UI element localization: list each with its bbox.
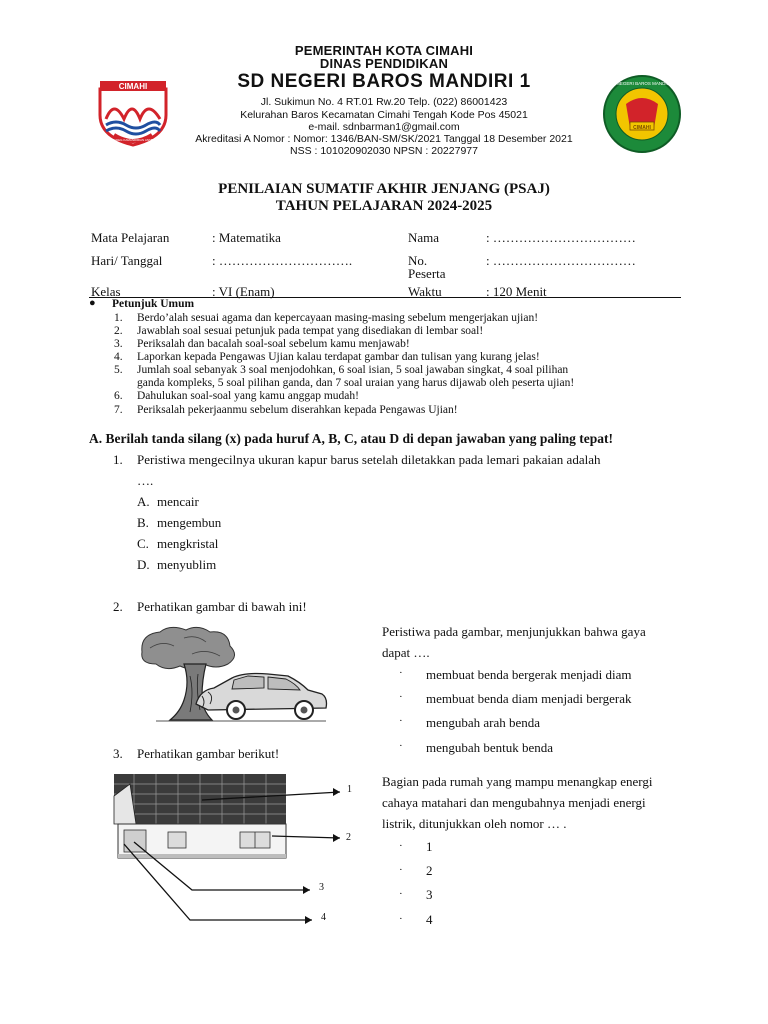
option-text[interactable]: menyublim: [157, 557, 217, 572]
question-text: Peristiwa mengecilnya ukuran kapur barus setelah diletakkan pada lemari pakaian adalah: [137, 452, 601, 467]
instruction-text: Dahulukan soal-soal yang kamu anggap mudah!: [137, 390, 359, 402]
time-label: Waktu: [408, 284, 442, 299]
instruction-number: 7.: [114, 404, 123, 416]
solar-house-illustration: [112, 774, 362, 930]
instruction-number: 1.: [114, 312, 123, 324]
option-text[interactable]: membuat benda diam menjadi bergerak: [426, 691, 632, 706]
question-text: Perhatikan gambar di bawah ini!: [137, 599, 307, 614]
option-letter[interactable]: D.: [137, 557, 150, 572]
option-bullet: ·: [399, 888, 403, 900]
option-text[interactable]: 2: [426, 863, 433, 878]
section-a-heading: A. Berilah tanda silang (x) pada huruf A, B, C, atau D di depan jawaban yang paling tepat!: [89, 431, 613, 446]
gov-name: PEMERINTAH KOTA CIMAHI: [294, 43, 474, 58]
option-bullet: ·: [399, 691, 403, 703]
question-prompt-cont: dapat ….: [382, 645, 430, 660]
instruction-number: 6.: [114, 390, 123, 402]
option-text[interactable]: 3: [426, 887, 433, 902]
option-letter[interactable]: B.: [137, 515, 149, 530]
question-prompt-cont-2: listrik, ditunjukkan oleh nomor … .: [382, 816, 567, 831]
dept-name: DINAS PENDIDIKAN: [319, 56, 449, 71]
instructions-heading: Petunjuk Umum: [112, 298, 195, 310]
option-letter[interactable]: C.: [137, 536, 149, 551]
time-value: : 120 Menit: [486, 284, 547, 299]
question-text-cont: ….: [137, 473, 154, 488]
diagram-label-2: 2: [346, 832, 351, 843]
option-text[interactable]: mengembun: [157, 515, 222, 530]
day-label: Hari/ Tanggal: [91, 253, 163, 268]
option-text[interactable]: 4: [426, 912, 433, 927]
question-number: 1.: [113, 452, 123, 467]
school-accreditation: Akreditasi A Nomor : Nomor: 1346/BAN-SM/SK/2021 Tanggal 18 Desember 2021: [195, 133, 573, 145]
exam-year: TAHUN PELAJARAN 2024-2025: [275, 198, 493, 214]
option-text[interactable]: 1: [426, 839, 433, 854]
logo-left-motto: MADEG KAMANDIRIAN ANTEL: [111, 138, 155, 142]
option-bullet: ·: [399, 740, 403, 752]
exam-title: PENILAIAN SUMATIF AKHIR JENJANG (PSAJ): [218, 181, 550, 197]
option-text[interactable]: mengubah arah benda: [426, 715, 541, 730]
class-value: : VI (Enam): [212, 284, 275, 299]
name-label: Nama: [408, 230, 440, 245]
number-label-2: Peserta: [408, 266, 446, 281]
school-name: SD NEGERI BAROS MANDIRI 1: [237, 71, 531, 92]
option-text[interactable]: mencair: [157, 494, 199, 509]
day-field[interactable]: : ………………………….: [212, 253, 353, 268]
instruction-text: Periksalah pekerjaanmu sebelum diserahkan kepada Pengawas Ujian!: [137, 404, 458, 416]
instructions-bullet: ●: [89, 297, 96, 309]
option-bullet: ·: [399, 715, 403, 727]
logo-left-text: CIMAHI: [118, 82, 148, 91]
question-prompt: Peristiwa pada gambar, menjunjukkan bahwa gaya: [382, 624, 646, 639]
option-bullet: ·: [399, 913, 403, 925]
subject-label: Mata Pelajaran: [91, 230, 170, 245]
subject-value: : Matematika: [212, 230, 281, 245]
school-address: Jl. Sukimun No. 4 RT.01 Rw.20 Telp. (022) 86001423: [260, 96, 508, 108]
option-letter[interactable]: A.: [137, 494, 150, 509]
instruction-text: Jumlah soal sebanyak 3 soal menjodohkan, 6 soal isian, 5 soal jawaban singkat, 4 soal pilihan: [137, 364, 569, 376]
instruction-text: Jawablah soal sesuai petunjuk pada tempat yang disediakan di lembar soal!: [137, 325, 484, 337]
class-label: Kelas: [91, 284, 121, 299]
option-bullet: ·: [399, 864, 403, 876]
logo-right-text: SD NEGERI BAROS MANDIRI 1: [609, 81, 675, 86]
instruction-text: Laporkan kepada Pengawas Ujian kalau terdapat gambar dan tulisan yang kurang jelas!: [137, 351, 540, 363]
instruction-number: 5.: [114, 364, 123, 376]
name-field[interactable]: : ……………………………: [486, 230, 636, 245]
diagram-label-4: 4: [321, 912, 326, 923]
diagram-label-1: 1: [347, 784, 352, 795]
number-field[interactable]: : ……………………………: [486, 253, 636, 268]
diagram-label-3: 3: [319, 882, 324, 893]
instruction-text: Berdo’alah sesuai agama dan kepercayaan masing-masing sebelum mengerjakan ujian!: [137, 312, 539, 324]
question-number: 3.: [113, 746, 123, 761]
logo-right-band: CIMAHI: [633, 125, 651, 131]
instruction-number: 2.: [114, 325, 123, 337]
instruction-number: 4.: [114, 351, 123, 363]
question-prompt: Bagian pada rumah yang mampu menangkap energi: [382, 774, 653, 789]
option-text[interactable]: mengkristal: [157, 536, 219, 551]
option-bullet: ·: [399, 840, 403, 852]
school-nss: NSS : 101020902030 NPSN : 20227977: [290, 145, 478, 157]
instruction-text: Periksalah dan bacalah soal-soal sebelum kamu menjawab!: [137, 338, 410, 350]
option-text[interactable]: membuat benda bergerak menjadi diam: [426, 667, 632, 682]
question-prompt-cont: cahaya matahari dan mengubahnya menjadi energi: [382, 795, 646, 810]
instruction-text: ganda kompleks, 5 soal pilihan ganda, dan 7 soal uraian yang harus dijawab oleh peserta ujian!: [137, 377, 575, 389]
car-crash-tree-illustration: [136, 626, 332, 726]
school-email: e-mail. sdnbarman1@gmail.com: [308, 121, 460, 133]
question-text: Perhatikan gambar berikut!: [137, 746, 280, 761]
question-number: 2.: [113, 599, 123, 614]
number-label-1: No.: [408, 253, 428, 268]
instruction-number: 3.: [114, 338, 123, 350]
school-kelurahan: Kelurahan Baros Kecamatan Cimahi Tengah Kode Pos 45021: [240, 109, 528, 121]
option-bullet: ·: [399, 667, 403, 679]
option-text[interactable]: mengubah bentuk benda: [426, 740, 554, 755]
